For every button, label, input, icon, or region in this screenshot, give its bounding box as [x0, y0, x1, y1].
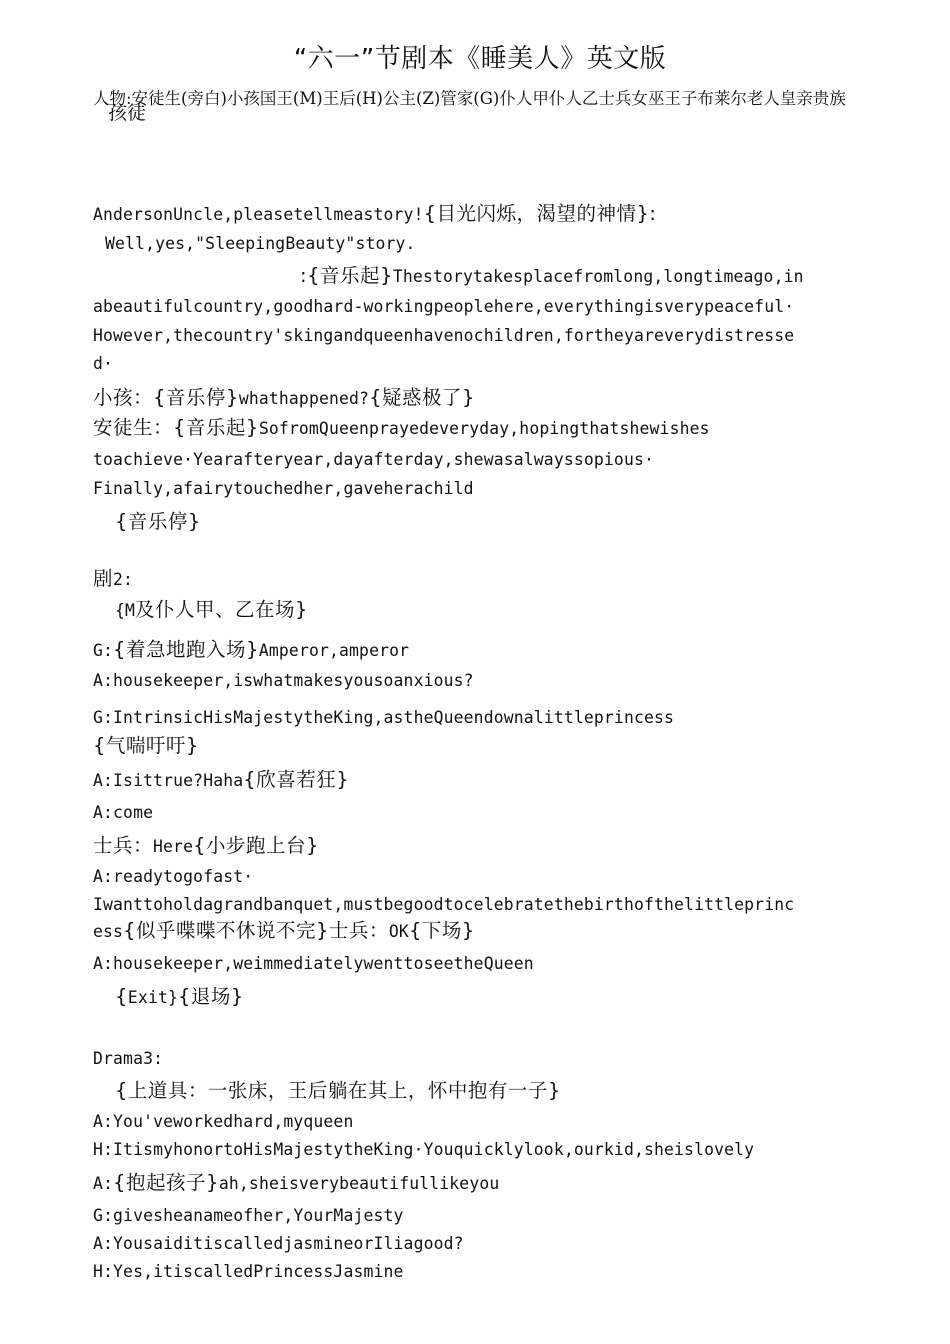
scene2-line-1: G:{着急地跑入场}Amperor,amperor [93, 638, 410, 661]
scene2-line-12: {Exit}{退场} [115, 985, 244, 1008]
scene1-line-8: 安徒生：{音乐起}SofromQueenprayedeveryday,hopingthatshewishes [93, 416, 710, 439]
scene3-line-2: H:ItismyhonortoHisMajestytheKing·Youquicklylook,ourkid,sheislovely [93, 1140, 755, 1159]
scene2-heading: 剧2: [93, 567, 134, 590]
scene2-line-5: A:Isittrue?Haha{欣喜若狂} [93, 768, 350, 791]
scene3-heading: Drama3: [93, 1049, 164, 1068]
scene3-line-6: H:Yes,itiscalledPrincessJasmine [93, 1262, 404, 1281]
scene3-setting: {上道具：一张床，王后躺在其上，怀中抱有一子} [115, 1079, 561, 1102]
scene3-line-4: G:givesheanameofher,YourMajesty [93, 1206, 404, 1225]
scene3-line-5: A:YousaiditiscalledjasmineorIliagood? [93, 1234, 464, 1253]
scene2-line-3: G:IntrinsicHisMajestytheKing,astheQueendownalittleprincess [93, 708, 675, 727]
scene3-line-3: A:{抱起孩子}ah,sheisverybeautifullikeyou [93, 1171, 500, 1194]
scene2-line-10: ess{似乎喋喋不休说不完}士兵：OK{下场} [93, 919, 475, 942]
overlapping-text: 孩徒 [108, 102, 147, 124]
scene2-line-2: A:housekeeper,iswhatmakesyousoanxious? [93, 671, 474, 690]
scene1-line-5: However,thecountry'skingandqueenhavenochildren,fortheyareverydistresse [93, 326, 795, 345]
scene2-line-8: A:readytogofast· [93, 867, 254, 886]
scene2-line-6: A:come [93, 803, 154, 822]
scene3-line-1: A:You'veworkedhard,myqueen [93, 1112, 354, 1131]
scene1-line-2: Well,yes,"SleepingBeauty"story. [105, 234, 416, 253]
scene1-line-9: toachieve·Yearafteryear,dayafterday,shewasalwayssopious· [93, 450, 655, 469]
document-title: “六一”节剧本《睡美人》英文版 [293, 44, 667, 74]
scene1-line-7: 小孩：{音乐停}whathappened?{疑惑极了} [93, 386, 475, 409]
scene1-line-10: Finally,afairytouchedher,gaveherachild [93, 479, 474, 498]
character-list: 人物:安徒生(旁白)小孩国王(M)王后(H)公主(Z)管家(G)仆人甲仆人乙士兵女巫王子布莱尔老人皇亲贵族 [93, 89, 846, 108]
scene2-line-7: 士兵：Here{小步跑上台} [93, 834, 319, 857]
scene1-line-11: {音乐停} [115, 510, 201, 533]
scene2-setting: {M及仆人甲、乙在场} [115, 598, 308, 621]
scene2-line-11: A:housekeeper,weimmediatelywenttoseetheQueen [93, 954, 534, 973]
scene2-line-9: Iwanttoholdagrandbanquet,mustbegoodtocelebratethebirthofthelittleprinc [93, 895, 795, 914]
scene1-line-6: d· [93, 354, 114, 373]
scene2-line-4: {气喘吁吁} [93, 734, 199, 757]
scene1-line-1: AndersonUncle,pleasetellmeastory!{目光闪烁，渴望的神情}: [93, 202, 657, 225]
scene1-line-3: :{音乐起}Thestorytakesplacefromlong,longtimeago,in [300, 264, 804, 287]
scene1-line-4: abeautifulcountry,goodhard-workingpeoplehere,everythingisverypeaceful· [93, 297, 795, 316]
